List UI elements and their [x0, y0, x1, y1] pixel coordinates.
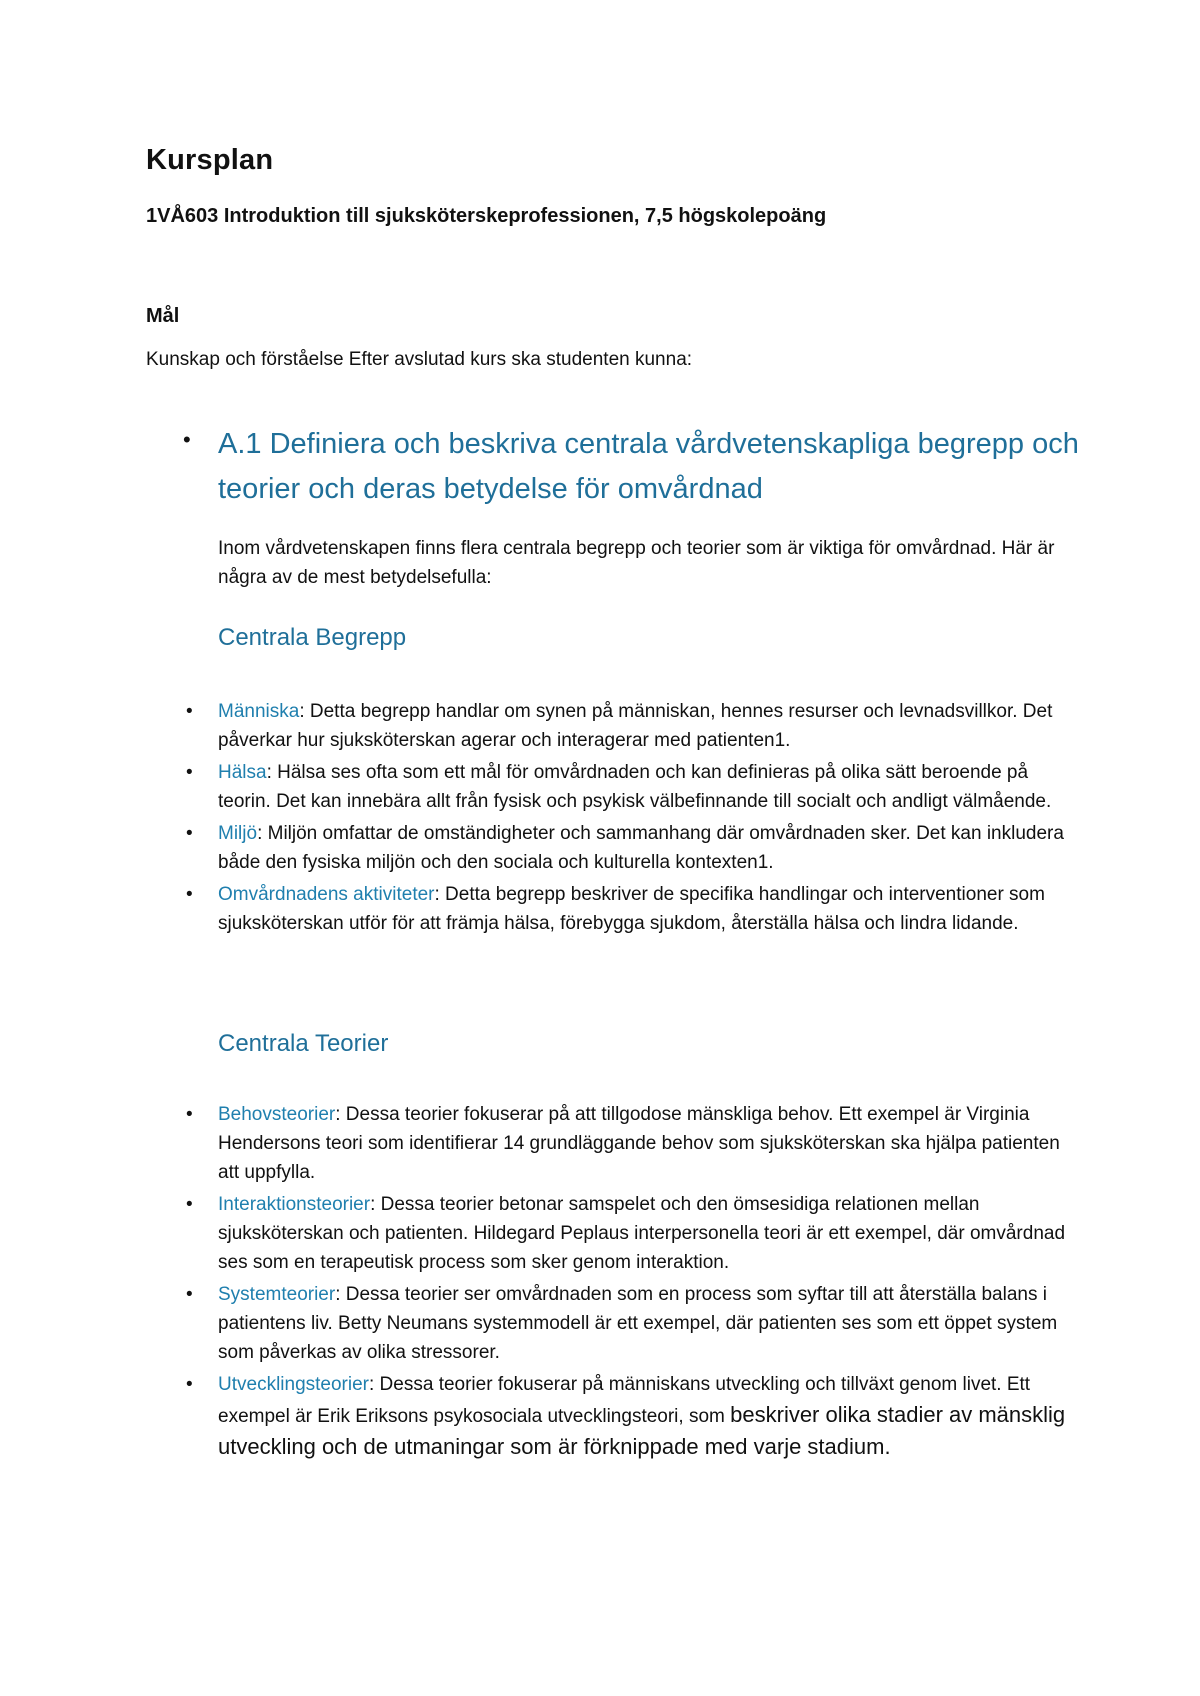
- bullet-icon: •: [186, 1284, 193, 1305]
- course-title: 1VÅ603 Introduktion till sjuksköterskeprofessionen, 7,5 högskolepoäng: [146, 205, 827, 227]
- list-item: [180, 697, 1080, 755]
- objective-intro: Inom vårdvetenskapen finns flera centrala begrepp och teorier som är viktiga för omvårdnad. Här är några av de mest betydelsefulla:: [218, 538, 1055, 588]
- bullet-icon: •: [186, 701, 193, 722]
- bullet-icon: •: [186, 1104, 193, 1125]
- list-item: [180, 880, 1080, 938]
- bullet-icon: •: [186, 1194, 193, 1215]
- concepts-heading: Centrala Begrepp: [218, 624, 407, 651]
- theory-text-tail: beskriver olika stadier av mänsklig utveckling och de utmaningar som är förknippade med varje stadium.: [218, 1402, 1066, 1459]
- list-item: [180, 819, 1080, 877]
- concept-text: : Miljön omfattar de omständigheter och sammanhang där omvårdnaden sker. Det kan inkludera både den fysiska miljön och den sociala och kulturella kontexten1.: [218, 823, 1064, 873]
- bullet-icon: •: [183, 427, 191, 452]
- theory-term: Interaktionsteorier: [218, 1194, 371, 1215]
- list-item: [180, 758, 1080, 816]
- goal-heading: Mål: [146, 305, 180, 327]
- bullet-icon: •: [186, 1374, 193, 1395]
- concept-term: Omvårdnadens aktiviteter: [218, 884, 435, 905]
- theory-text: : Dessa teorier ser omvårdnaden som en process som syftar till att återställa balans i patientens liv. Betty Neumans systemmodell är ett exempel, där patienten ses som ett öppet system som påverkas av olika stressorer.: [218, 1284, 1058, 1363]
- list-item: [180, 1100, 1080, 1187]
- concepts-list: [180, 697, 1080, 941]
- list-item: [180, 1280, 1080, 1367]
- theory-term: Systemteorier: [218, 1284, 336, 1305]
- theories-list: [180, 1100, 1080, 1466]
- theory-term: Behovsteorier: [218, 1104, 336, 1125]
- bullet-icon: •: [186, 884, 193, 905]
- theory-term: Utvecklingsteorier: [218, 1374, 369, 1395]
- concept-text: : Detta begrepp handlar om synen på människan, hennes resurser och levnadsvillkor. Det påverkar hur sjuksköterskan agerar och interagerar med patienten1.: [218, 701, 1053, 751]
- concept-term: Människa: [218, 701, 300, 722]
- list-item: [180, 1190, 1080, 1277]
- theories-heading: Centrala Teorier: [218, 1030, 389, 1057]
- concept-text: : Hälsa ses ofta som ett mål för omvårdnaden och kan definieras på olika sätt beroende på teorin. Det kan innebära allt från fysisk och psykisk välbefinnande till socialt och andligt välmående.: [218, 762, 1052, 812]
- concept-term: Miljö: [218, 823, 258, 844]
- objective-item: [183, 422, 1083, 512]
- theory-text: : Dessa teorier fokuserar på att tillgodose mänskliga behov. Ett exempel är Virginia Hendersons teori som identifierar 14 grundläggande behov som sjuksköterskan ska hjälpa patienten att uppfylla.: [218, 1104, 1060, 1183]
- concept-term: Hälsa: [218, 762, 267, 783]
- theory-text: : Dessa teorier fokuserar på människans utveckling och tillväxt genom livet. Ett exempel är Erik Eriksons psykosociala utvecklingsteori, som: [218, 1374, 1031, 1427]
- concept-text: : Detta begrepp beskriver de specifika handlingar och interventioner som sjuksköterskan utför för att främja hälsa, förebygga sjukdom, återställa hälsa och lindra lidande.: [218, 884, 1045, 934]
- list-item: [180, 1370, 1080, 1463]
- objective-heading: A.1 Definiera och beskriva centrala vårdvetenskapliga begrepp och teorier och deras betydelse för omvårdnad: [218, 428, 1079, 505]
- bullet-icon: •: [186, 823, 193, 844]
- goal-intro: Kunskap och förståelse Efter avslutad kurs ska studenten kunna:: [146, 349, 693, 370]
- bullet-icon: •: [186, 762, 193, 783]
- document-title: Kursplan: [146, 144, 274, 176]
- theory-text: : Dessa teorier betonar samspelet och den ömsesidiga relationen mellan sjuksköterskan och patienten. Hildegard Peplaus interpersonella teori är ett exempel, där omvårdnad ses som en terapeutisk process som sker genom interaktion.: [218, 1194, 1066, 1273]
